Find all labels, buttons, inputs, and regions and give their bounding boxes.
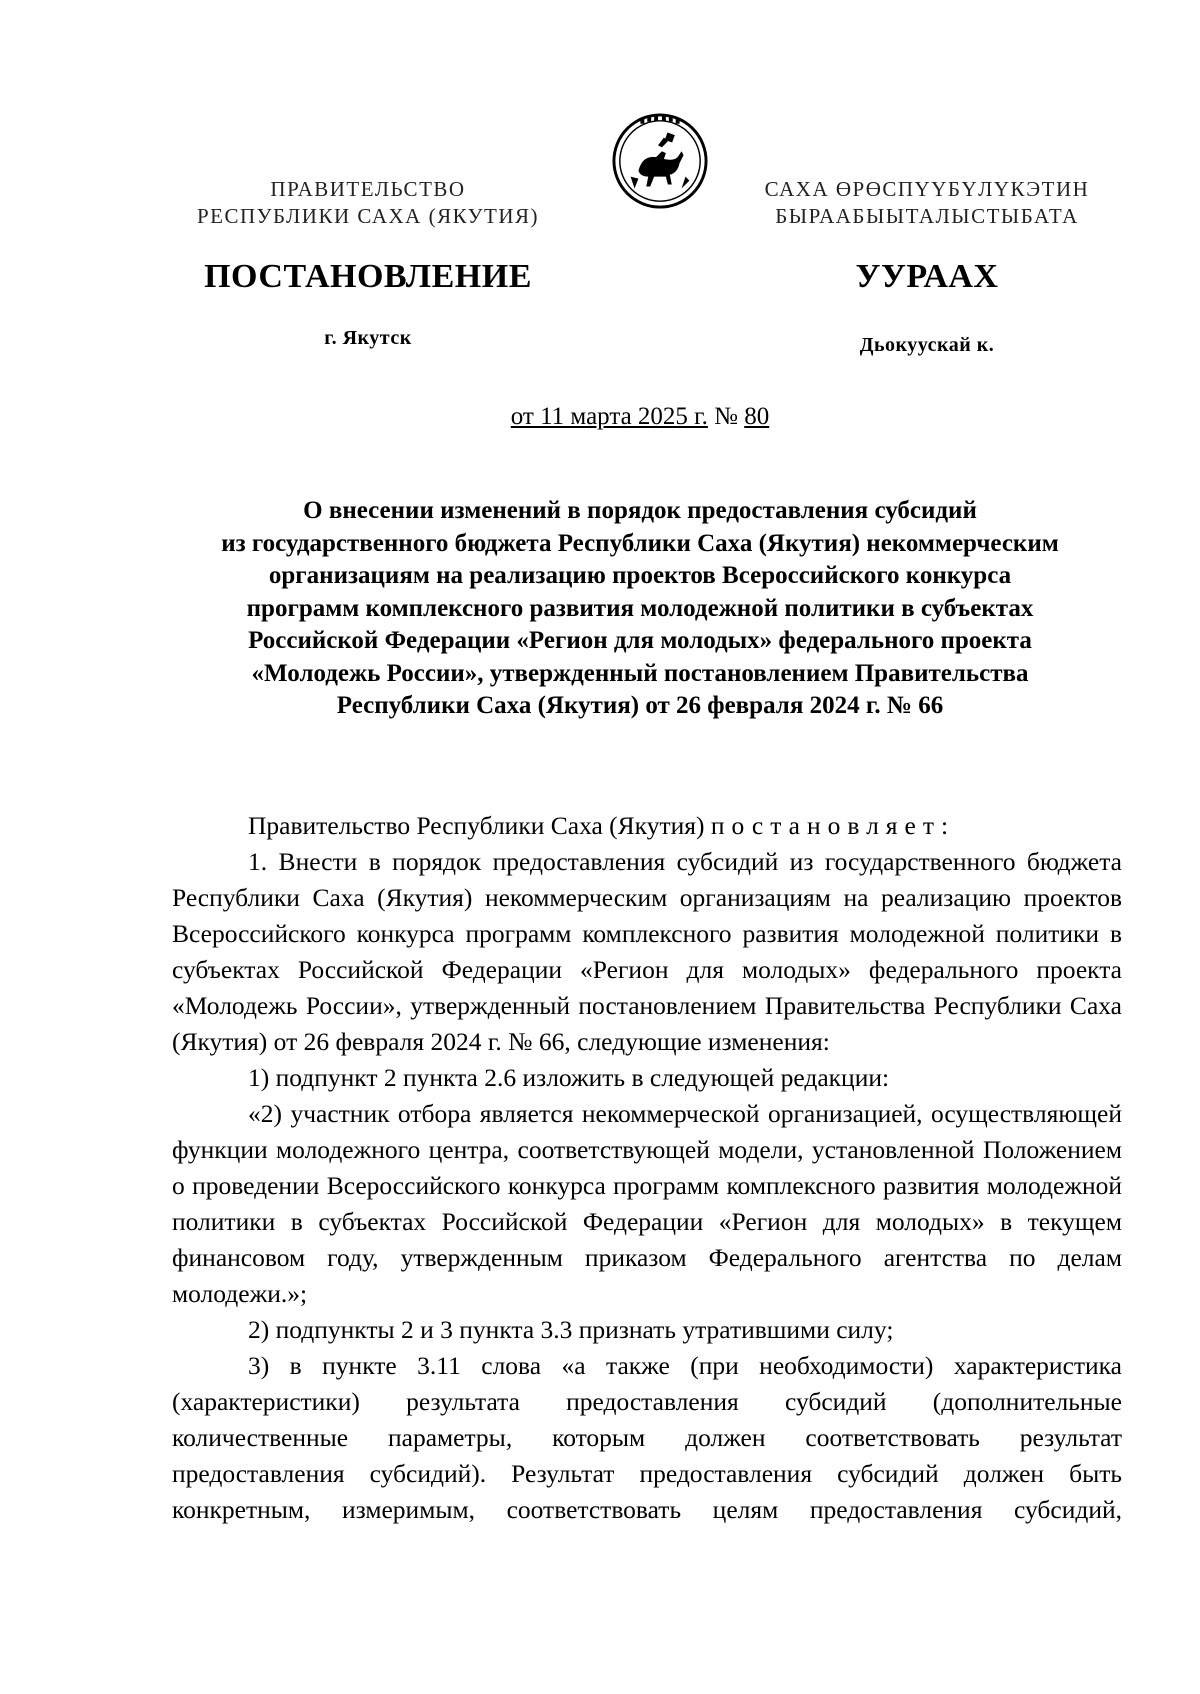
title-line: Российской Федерации «Регион для молодых» федерального проекта [248,627,1032,654]
document-date-number [168,403,1112,431]
title-line: программ комплексного развития молодежной политики в субъектах [246,594,1034,622]
coat-of-arms-emblem [611,112,709,210]
preamble-paragraph [172,808,1122,844]
issuer-sah-line1: САХА ӨРӨСПҮҮБҮЛҮКЭТИН [764,177,1090,201]
doc-type-sakha: УУРААХ [855,258,999,295]
document-title [150,495,1130,723]
issuer-name-russian [168,176,568,230]
paragraph-subitem-1: 1) подпункт 2 пункта 2.6 изложить в следующей редакции: [248,1063,890,1092]
document-number: 80 [744,403,770,430]
issuer-sah-line2: БЫРААБЫЫТАЛЫСТЫБАТА [775,204,1079,228]
number-sign: № [707,403,745,430]
issuer-ru-line2: РЕСПУБЛИКИ САХА (ЯКУТИЯ) [196,204,540,228]
paragraph-subitem-3: 3) в пункте 3.11 слова «а также (при необходимости) характеристика (характеристики) результата предоставления субсидий (дополнительные количественные параметры, которым должен соответствовать результат предоставления субсидий). Результат предоставления субсидий должен быть конкретным, измеримым, соответствовать целям предоставления субсидий, [172,1351,1122,1524]
title-line: организациям на реализацию проектов Всероссийского конкурса [268,562,1012,589]
preamble-verb: постановляет: [710,811,956,840]
title-line: «Молодежь России», утвержденный постановлением Правительства [251,659,1029,687]
city-russian: г. Якутск [324,327,412,349]
title-line: О внесении изменений в порядок предоставления субсидий [303,497,977,524]
paragraph-quote: «2) участник отбора является некоммерческой организацией, осуществляющей функции молодежного центра, соответствующей модели, установленной Положением о проведении Всероссийского конкурса программ комплексного развития молодежной политики в субъектах Российской Федерации «Регион для молодых» в текущем финансовом году, утвержденным приказом Федерального агентства по делам молодежи.»; [172,1099,1122,1308]
doc-type-russian: ПОСТАНОВЛЕНИЕ [204,258,532,295]
title-line: Республики Саха (Якутия) от 26 февраля 2024 г. № 66 [336,692,944,719]
document-date: от 11 марта 2025 г. [510,403,708,430]
preamble-text: Правительство Республики Саха (Якутия) [248,811,711,840]
document-body [172,808,1122,1528]
city-sakha: Дьокуускай к. [859,334,995,356]
issuer-name-sakha [742,176,1112,230]
paragraph-item-1: 1. Внести в порядок предоставления субсидий из государственного бюджета Республики Саха (Якутия) некоммерческим организациям на реализацию проектов Всероссийского конкурса программ комплексного развития молодежной политики в субъектах Российской Федерации «Регион для молодых» федерального проекта «Молодежь России», утвержденный постановлением Правительства Республики Саха (Якутия) от 26 февраля 2024 г. № 66, следующие изменения: [172,847,1122,1056]
paragraph-subitem-2: 2) подпункты 2 и 3 пункта 3.3 признать утратившими силу; [248,1315,894,1344]
issuer-ru-line1: ПРАВИТЕЛЬСТВО [270,177,466,201]
title-line: из государственного бюджета Республики Саха (Якутия) некоммерческим [221,529,1059,557]
